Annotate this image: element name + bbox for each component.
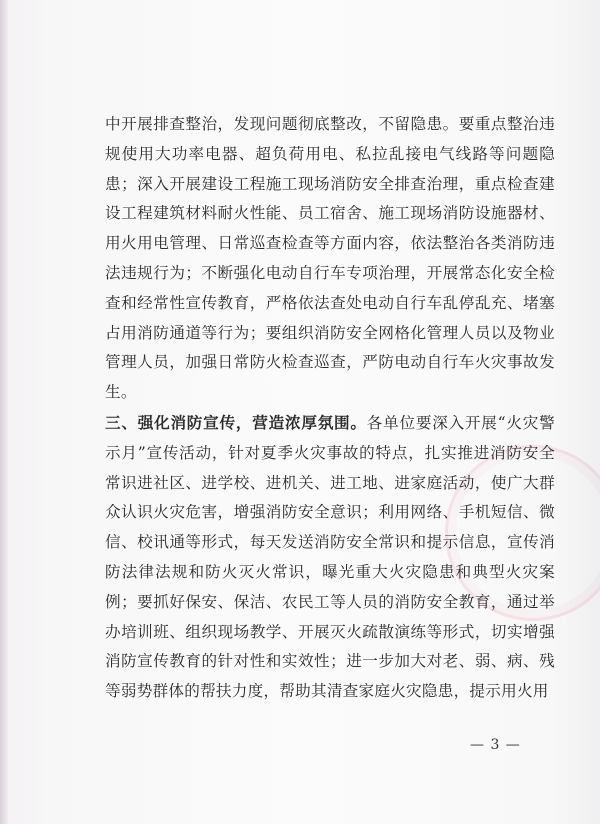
- section-heading: 三、强化消防宣传，营造浓厚氛围。: [105, 412, 367, 432]
- document-body: [105, 110, 555, 707]
- page-edge-shadow: [0, 0, 8, 824]
- body-paragraph-1: 中开展排查整治，发现问题彻底整改，不留隐患。要重点整治违规使用大功率电器、超负荷用电、私拉乱接电气线路等问题隐患；深入开展建设工程施工现场消防安全排查治理，重点检查建设工程建筑材料耐火性能、员工宿舍、施工现场消防设施器材、用火用电管理、日常巡查检查等方面内容，依法整治各类消防违法违规行为；不断强化电动自行车专项治理，开展常态化安全检查和经常性宣传教育，严格依法查处电动自行车乱停乱充、堵塞占用消防通道等行为；要组织消防安全网格化管理人员以及物业管理人员，加强日常防火检查巡查，严防电动自行车火灾事故发生。: [105, 115, 555, 402]
- body-paragraph-2: [105, 408, 555, 707]
- page-number: — 3 —: [470, 737, 521, 753]
- section-body-text: 各单位要深入开展“火灾警示月”宣传活动，针对夏季火灾事故的特点，扎实推进消防安全常识进社区、进学校、进机关、进工地、进家庭活动，使广大群众认识火灾危害，增强消防安全意识；利用网络、手机短信、微信、校讯通等形式，每天发送消防安全常识和提示信息，宣传消防法律法规和防火灭火常识，曝光重大火灾隐患和典型火灾案例；要抓好保安、保洁、农民工等人员的消防安全教育，通过举办培训班、组织现场教学、开展灭火疏散演练等形式，切实增强消防宣传教育的针对性和实效性；进一步加大对老、弱、病、残等弱势群体的帮扶力度，帮助其清查家庭火灾隐患，提示用火用: [105, 413, 555, 701]
